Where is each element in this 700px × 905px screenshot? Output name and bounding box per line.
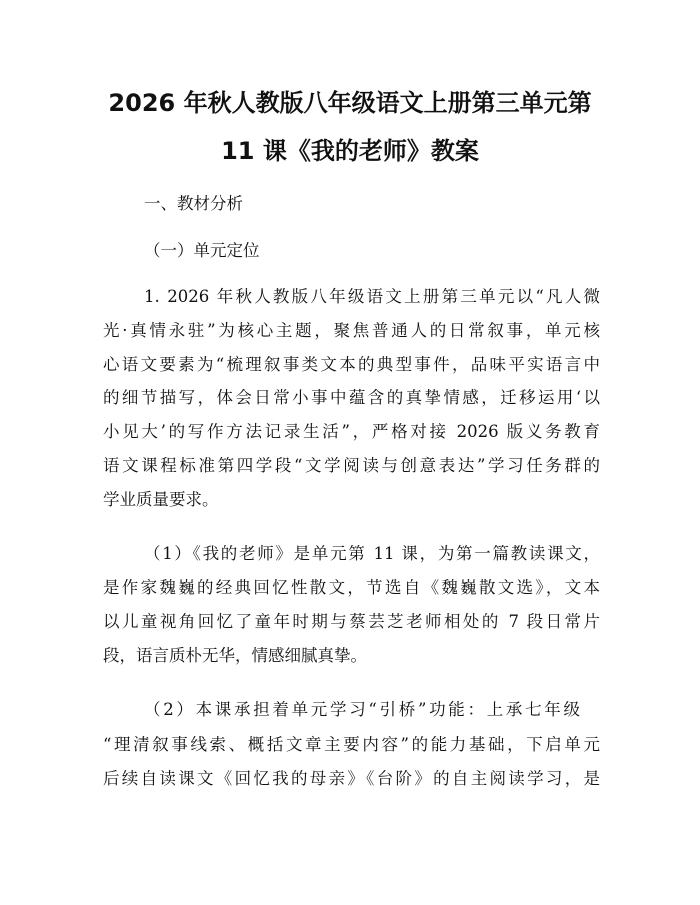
paragraph-1-line: 的细节描写，体会日常小事中蕴含的真挚情感，迁移运用‘以 xyxy=(103,388,600,407)
paragraph-1-line: 心语文要素为“梳理叙事类文本的典型事件，品味平实语言中 xyxy=(103,355,600,374)
document-title-line-2: 11 课《我的老师》教案 xyxy=(221,137,479,165)
paragraph-1-line: 语文课程标准第四学段“文学阅读与创意表达”学习任务群的 xyxy=(103,456,600,475)
paragraph-1-line: 学业质量要求。 xyxy=(103,490,219,509)
subsection-heading-unit-positioning: （一）单元定位 xyxy=(144,241,260,260)
paragraph-1-line: 1. 2026 年秋人教版八年级语文上册第三单元以“凡人微 xyxy=(144,287,600,306)
document-title-line-1: 2026 年秋人教版八年级语文上册第三单元第 xyxy=(108,89,592,117)
paragraph-3-line: “理清叙事线索、概括文章主要内容”的能力基础，下启单元 xyxy=(103,735,600,754)
paragraph-3-line: （2）本课承担着单元学习“引桥”功能：上承七年级 xyxy=(144,700,580,719)
paragraph-2-line: 是作家魏巍的经典回忆性散文，节选自《魏巍散文选》，文本 xyxy=(103,578,600,597)
paragraph-2-line: 段，语言质朴无华，情感细腻真挚。 xyxy=(103,646,367,665)
paragraph-1-line: 光·真情永驻”为核心主题，聚焦普通人的日常叙事，单元核 xyxy=(103,321,600,340)
paragraph-1-line: 小见大’的写作方法记录生活”，严格对接 2026 版义务教育 xyxy=(103,422,600,441)
paragraph-2-line: （1）《我的老师》是单元第 11 课，为第一篇教读课文， xyxy=(144,544,600,563)
paragraph-3-line: 后续自读课文《回忆我的母亲》《台阶》的自主阅读学习，是 xyxy=(103,769,600,788)
section-heading-textbook-analysis: 一、教材分析 xyxy=(144,194,243,213)
paragraph-2-line: 以儿童视角回忆了童年时期与蔡芸芝老师相处的 7 段日常片 xyxy=(103,612,600,631)
